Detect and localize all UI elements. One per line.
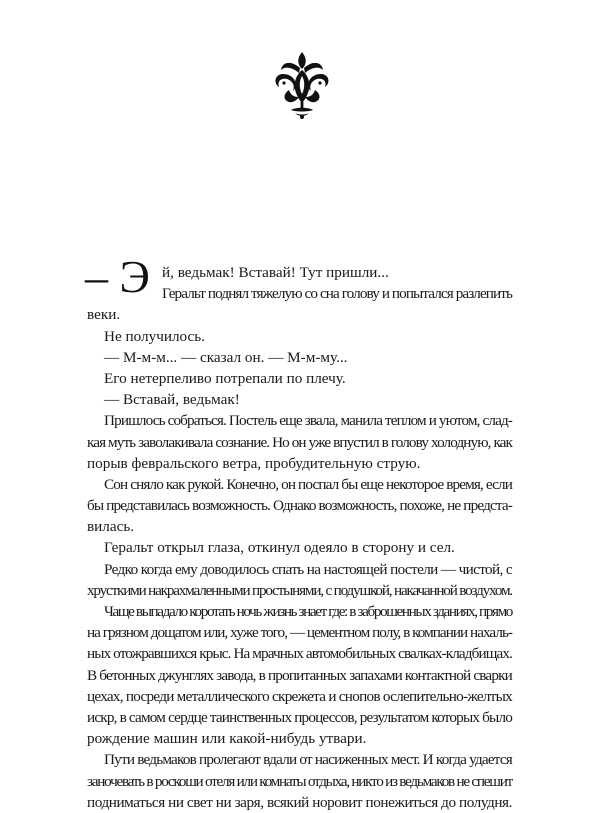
text-line: Геральт поднял тяжелую со сна голову и попытался разлепить xyxy=(162,285,512,303)
text-line: вилась. xyxy=(87,518,135,536)
text-line: цехах, посреди металлического скрежета и снопов ослепительно-желтых xyxy=(87,687,512,705)
text-line: хрусткими накрахмаленными простынями, с подушкой, накачанной воздухом. xyxy=(87,581,512,599)
text-line: Пришлось собраться. Постель еще звала, манила теплом и уютом, слад- xyxy=(104,412,512,430)
text-line: веки. xyxy=(87,306,121,324)
text-line: Сон сняло как рукой. Конечно, он поспал бы еще некоторое время, если xyxy=(104,475,513,493)
text-line: Его нетерпеливо потрепали по плечу. xyxy=(104,369,346,387)
text-line: — Вставай, ведьмак! xyxy=(104,391,240,409)
text-line: порыв февральского ветра, пробудительную струю. xyxy=(87,454,421,472)
text-line: й, ведьмак! Вставай! Тут пришли... xyxy=(162,264,389,281)
text-line: на грязном дощатом или, хуже того, — цементном полу, в компании нахаль- xyxy=(87,624,513,642)
text-line: бы представилась возможность. Однако возможность, похоже, не предста- xyxy=(87,497,513,515)
drop-cap: – Э xyxy=(85,251,150,302)
text-line: Геральт открыл глаза, откинул одеяло в сторону и сел. xyxy=(104,539,455,557)
floral-ornament-icon xyxy=(273,50,331,120)
text-line: — М-м-м... — сказал он. — М-м-му... xyxy=(104,348,348,366)
body-text xyxy=(85,251,513,813)
text-line: искр, в самом сердце таинственных процессов, результатом которых было xyxy=(87,708,512,726)
text-line: подниматься ни свет ни заря, всякий норовит понежиться до полудня. xyxy=(87,793,512,811)
text-line: заночевать в роскоши отеля или комнаты отдыха, никто из ведьмаков не спешит xyxy=(87,772,512,790)
text-line: ных отожравшихся крыс. На мрачных автомобильных свалках-кладбищах. xyxy=(87,645,513,663)
text-line: Пути ведьмаков пролегают вдали от насиженных мест. И когда удается xyxy=(104,751,512,769)
text-line: В бетонных джунглях завода, в пропитанных запахами контактной сварки xyxy=(87,666,512,684)
text-line: Чаще выпадало коротать ночь жизнь знает где: в заброшенных зданиях, прямо xyxy=(104,603,513,620)
text-line: рождение машин или какой-нибудь утвари. xyxy=(87,730,367,748)
text-line: Редко когда ему доводилось спать на настоящей постели — чистой, с xyxy=(104,560,513,578)
opening-paragraph xyxy=(85,251,512,304)
text-line: кая муть заволакивала сознание. Но он уже впустил в голову холодную, как xyxy=(87,433,512,451)
text-line: Не получилось. xyxy=(104,327,205,345)
